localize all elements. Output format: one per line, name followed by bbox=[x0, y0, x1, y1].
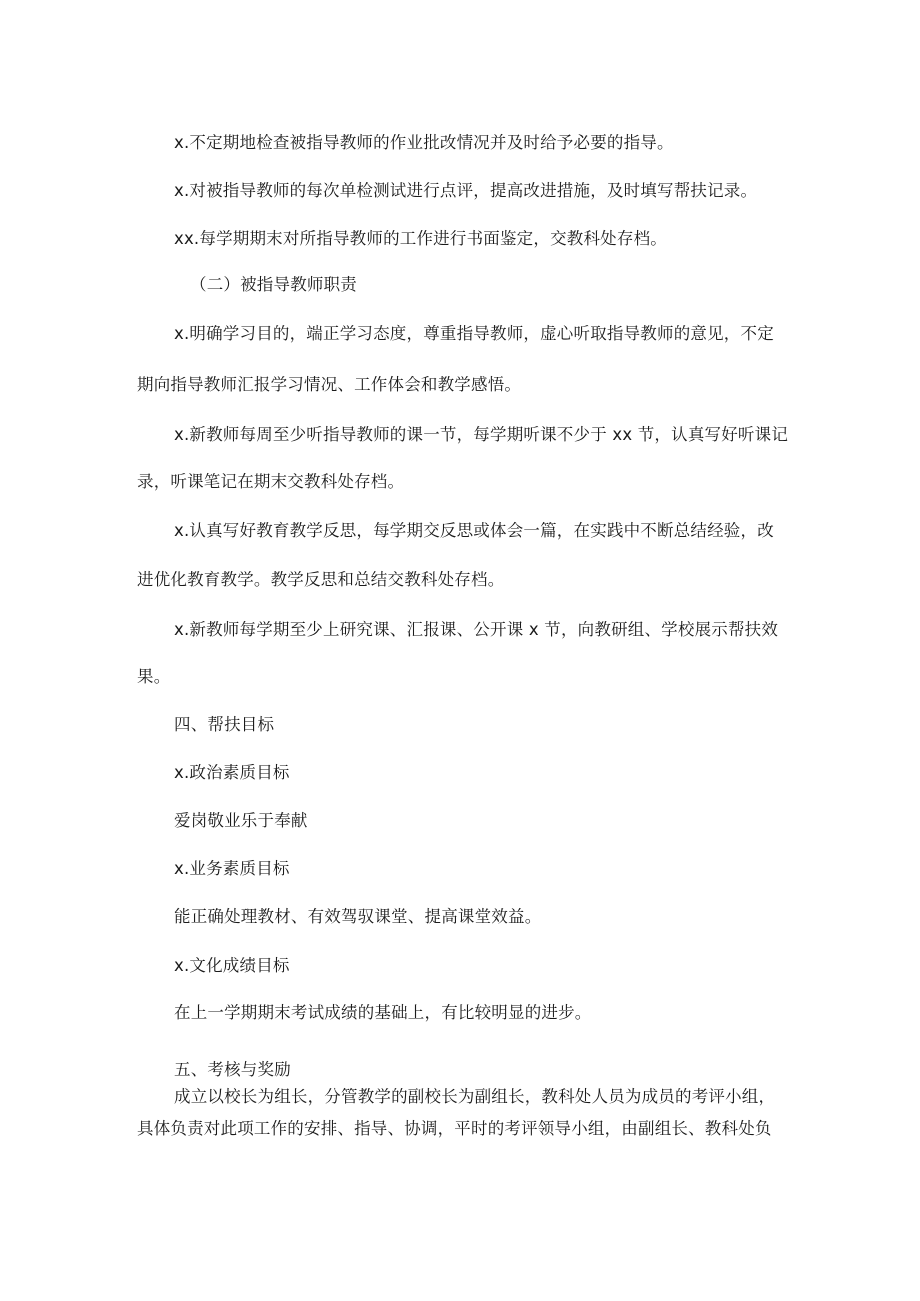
paragraph-line: 果。 bbox=[137, 667, 171, 686]
paragraph-line: x.认真写好教育教学反思，每学期交反思或体会一篇，在实践中不断总结经验，改 bbox=[174, 521, 774, 540]
section-heading: （二）被指导教师职责 bbox=[190, 275, 357, 294]
paragraph-line: 期向指导教师汇报学习情况、工作体会和教学感悟。 bbox=[137, 375, 522, 394]
paragraph-line: x.明确学习目的，端正学习态度，尊重指导教师，虚心听取指导教师的意见，不定 bbox=[174, 324, 774, 343]
section-heading: 五、考核与奖励 bbox=[174, 1060, 291, 1079]
paragraph-line: xx.每学期期末对所指导教师的工作进行书面鉴定，交教科处存档。 bbox=[174, 229, 667, 248]
paragraph-line: x.新教师每周至少听指导教师的课一节，每学期听课不少于 xx 节，认真写好听课记 bbox=[174, 425, 789, 444]
subsection-heading: x.业务素质目标 bbox=[174, 859, 290, 878]
section-heading: 四、帮扶目标 bbox=[174, 715, 275, 734]
paragraph-line: 能正确处理教材、有效驾驭课堂、提高课堂效益。 bbox=[174, 907, 542, 926]
subsection-heading: x.政治素质目标 bbox=[174, 763, 290, 782]
subsection-heading: x.文化成绩目标 bbox=[174, 956, 290, 975]
paragraph-line: 在上一学期期末考试成绩的基础上，有比较明显的进步。 bbox=[174, 1003, 592, 1022]
paragraph-line: 录，听课笔记在期末交教科处存档。 bbox=[137, 472, 405, 491]
paragraph-line: x.不定期地检查被指导教师的作业批改情况并及时给予必要的指导。 bbox=[174, 133, 674, 152]
paragraph-line: 具体负责对此项工作的安排、指导、协调，平时的考评领导小组，由副组长、教科处负 bbox=[137, 1119, 772, 1138]
paragraph-line: 成立以校长为组长，分管教学的副校长为副组长，教科处人员为成员的考评小组， bbox=[174, 1087, 776, 1106]
paragraph-line: 进优化教育教学。教学反思和总结交教科处存档。 bbox=[137, 570, 505, 589]
paragraph-line: x.对被指导教师的每次单检测试进行点评，提高改进措施，及时填写帮扶记录。 bbox=[174, 181, 758, 200]
paragraph-line: 爱岗敬业乐于奉献 bbox=[174, 811, 308, 830]
paragraph-line: x.新教师每学期至少上研究课、汇报课、公开课 x 节，向教研组、学校展示帮扶效 bbox=[174, 620, 779, 639]
